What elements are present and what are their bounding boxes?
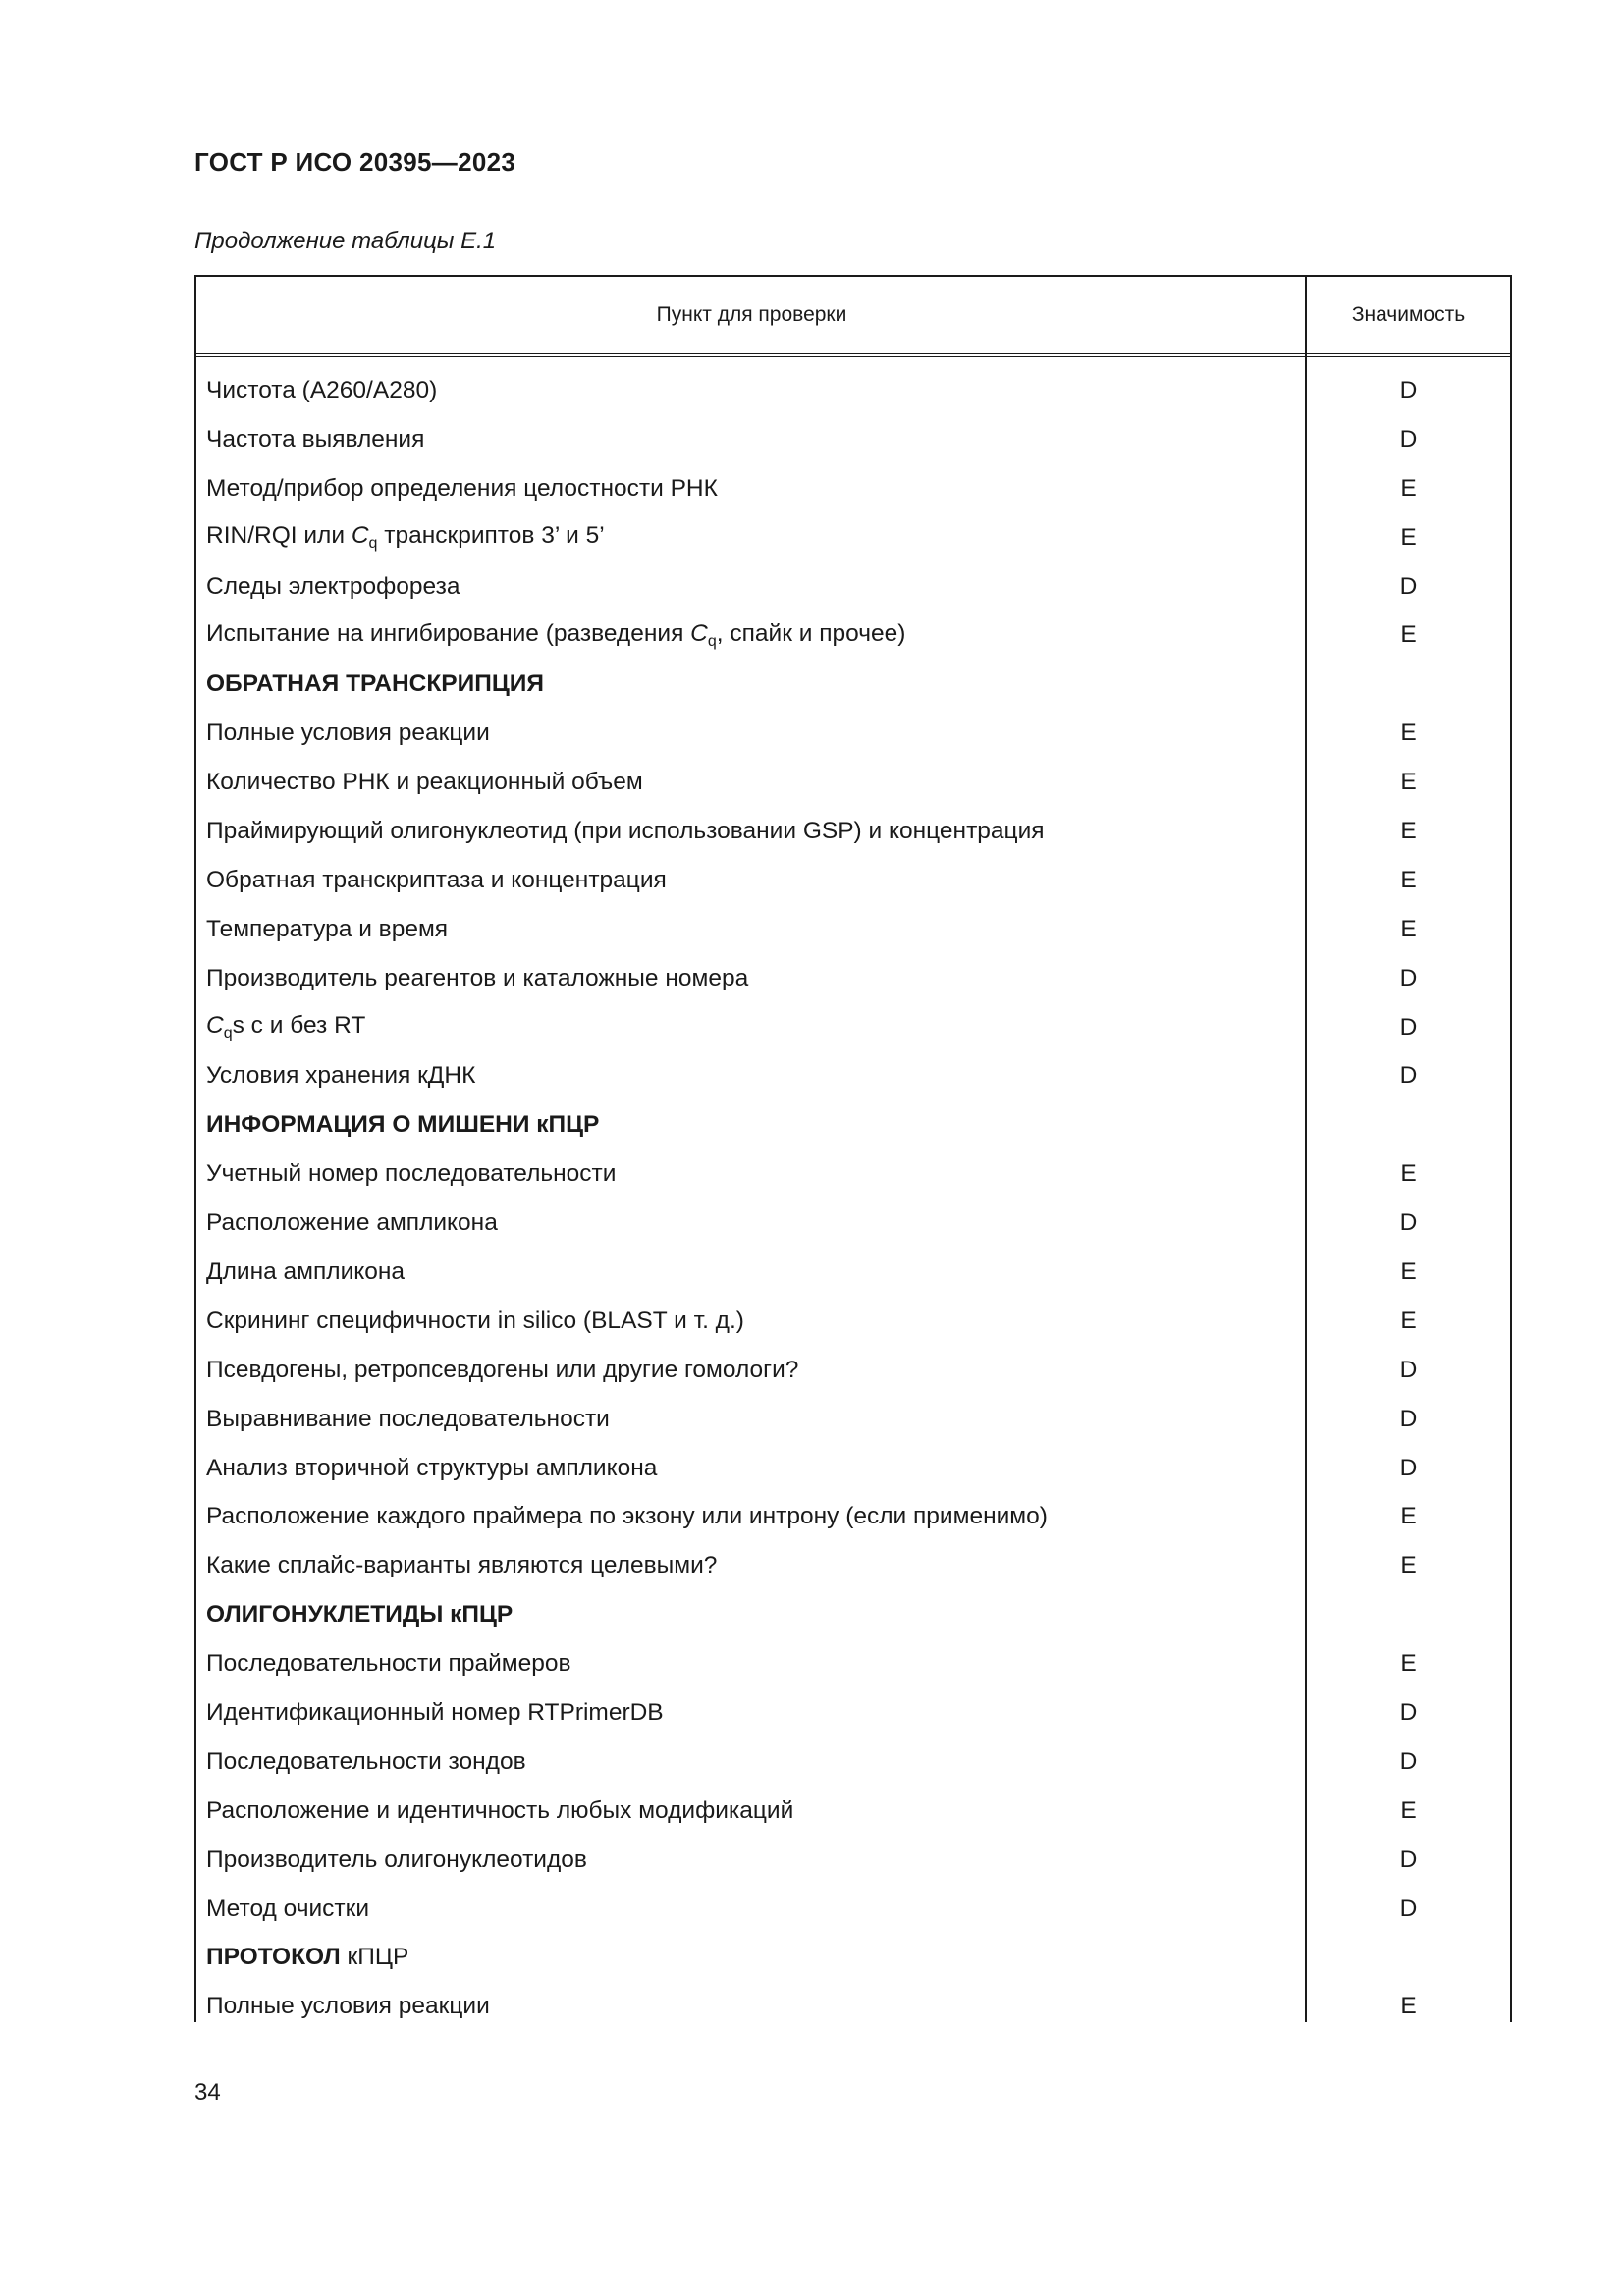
table-row — [196, 1934, 1510, 1983]
check-item-text-post: s с и без RT — [232, 1012, 366, 1040]
check-item-text-post: , спайк и прочее) — [716, 619, 906, 647]
header-significance: Значимость — [1351, 303, 1466, 326]
table-row — [196, 1297, 1510, 1346]
significance-cell: D — [1399, 964, 1418, 991]
check-item: Учетный номер последовательности — [206, 1160, 617, 1188]
table-row — [196, 1885, 1510, 1934]
table-row — [196, 1051, 1510, 1100]
header-item: Пункт для проверки — [656, 303, 847, 326]
table-row — [196, 562, 1510, 612]
table-row — [196, 464, 1510, 513]
significance-cell: D — [1399, 425, 1418, 453]
significance-cell: E — [1400, 1257, 1417, 1285]
check-item: Температура и время — [206, 915, 449, 942]
significance-cell: E — [1400, 621, 1417, 649]
table-row — [196, 366, 1510, 415]
section-heading-bold: ПРОТОКОЛ — [206, 1944, 341, 1971]
check-item — [196, 620, 1307, 651]
cq-subscript: q — [368, 535, 378, 553]
cq-symbol — [351, 522, 378, 553]
significance-cell: D — [1399, 1209, 1418, 1237]
significance-cell: D — [1399, 1062, 1418, 1090]
significance-cell: E — [1400, 769, 1417, 796]
cq-subscript: q — [223, 1025, 233, 1042]
significance-cell: E — [1400, 1650, 1417, 1678]
significance-cell: D — [1399, 1895, 1418, 1922]
table-header — [196, 277, 1510, 357]
check-item: Полные условия реакции — [206, 1993, 490, 2020]
table-row — [196, 1982, 1510, 2031]
table-row — [196, 905, 1510, 954]
table-row — [196, 1639, 1510, 1688]
check-item: Выравнивание последовательности — [206, 1405, 610, 1432]
cq-symbol — [690, 619, 717, 650]
check-item: Количество РНК и реакционный объем — [206, 769, 643, 796]
check-item — [196, 522, 1307, 553]
table-row — [196, 758, 1510, 807]
significance-cell: D — [1399, 1845, 1418, 1873]
table-row — [196, 1395, 1510, 1444]
check-item: Следы электрофореза — [206, 572, 460, 600]
cq-letter: C — [690, 619, 708, 647]
significance-cell: D — [1399, 572, 1418, 600]
check-item: Длина ампликона — [206, 1257, 406, 1285]
section-heading: ОЛИГОНУКЛЕТИДЫ кПЦР — [206, 1601, 514, 1629]
check-item: Расположение и идентичность любых модификаций — [206, 1796, 794, 1824]
check-item: Последовательности зондов — [206, 1747, 526, 1775]
table-row — [196, 954, 1510, 1003]
check-item-text-pre: Испытание на ингибирование (разведения — [206, 619, 691, 647]
table-row — [196, 1836, 1510, 1885]
table-row — [196, 807, 1510, 856]
check-item: Метод очистки — [206, 1895, 370, 1922]
check-item: Последовательности праймеров — [206, 1650, 571, 1678]
check-item: Полные условия реакции — [206, 720, 490, 747]
document-title: ГОСТ Р ИСО 20395—2023 — [194, 147, 516, 177]
significance-cell: E — [1400, 915, 1417, 942]
check-item: Идентификационный номер RTPrimerDB — [206, 1698, 664, 1726]
significance-cell: E — [1400, 1796, 1417, 1824]
significance-cell: E — [1400, 866, 1417, 893]
table-row — [196, 1541, 1510, 1590]
page-number: 34 — [194, 2079, 221, 2106]
significance-cell: E — [1400, 1552, 1417, 1579]
section-heading: ОБРАТНАЯ ТРАНСКРИПЦИЯ — [206, 670, 544, 698]
table-row — [196, 1492, 1510, 1541]
table-row — [196, 856, 1510, 905]
significance-cell: D — [1399, 1454, 1418, 1481]
significance-cell: D — [1399, 1405, 1418, 1432]
section-heading — [196, 1944, 1307, 1971]
check-item: Псевдогены, ретропсевдогены или другие гомологи? — [206, 1356, 799, 1383]
section-heading-rest: кПЦР — [340, 1944, 409, 1971]
check-item: Производитель реагентов и каталожные номера — [206, 964, 749, 991]
significance-cell: D — [1399, 1013, 1418, 1041]
table-row — [196, 513, 1510, 562]
table-row — [196, 611, 1510, 660]
check-item: Условия хранения кДНК — [206, 1062, 476, 1090]
significance-cell: E — [1400, 1993, 1417, 2020]
significance-cell: E — [1400, 523, 1417, 551]
check-item: Расположение каждого праймера по экзону или интрону (если применимо) — [206, 1503, 1048, 1530]
significance-cell: E — [1400, 1307, 1417, 1334]
table-row — [196, 1248, 1510, 1297]
check-item: Какие сплайс-варианты являются целевыми? — [206, 1552, 718, 1579]
table-row — [196, 1590, 1510, 1639]
table-row — [196, 1737, 1510, 1787]
check-item: Частота выявления — [206, 425, 425, 453]
table-body — [196, 357, 1510, 2031]
table-row — [196, 1199, 1510, 1248]
table-row — [196, 1149, 1510, 1199]
cq-symbol — [206, 1012, 233, 1042]
significance-cell: E — [1400, 1503, 1417, 1530]
check-item: Скрининг специфичности in silico (BLAST и т. д.) — [206, 1307, 744, 1334]
cq-letter: C — [206, 1012, 224, 1040]
table-row — [196, 1444, 1510, 1493]
table-row — [196, 415, 1510, 464]
table-row — [196, 660, 1510, 709]
check-item: Анализ вторичной структуры ампликона — [206, 1454, 658, 1481]
check-item: Расположение ампликона — [206, 1209, 498, 1237]
table-caption: Продолжение таблицы Е.1 — [194, 228, 497, 254]
significance-cell: D — [1399, 1356, 1418, 1383]
table-row — [196, 1688, 1510, 1737]
significance-cell: E — [1400, 720, 1417, 747]
check-item: Чистота (А260/А280) — [206, 376, 438, 403]
check-item-text-post: транскриптов 3’ и 5’ — [377, 522, 605, 550]
cq-subscript: q — [707, 632, 717, 650]
significance-cell: D — [1399, 376, 1418, 403]
table-row — [196, 1787, 1510, 1836]
significance-cell: E — [1400, 817, 1417, 844]
checklist-table — [194, 275, 1512, 2022]
significance-cell: E — [1400, 1160, 1417, 1188]
check-item: Обратная транскриптаза и концентрация — [206, 866, 667, 893]
significance-cell: E — [1400, 474, 1417, 502]
table-row — [196, 709, 1510, 758]
check-item: Праймирующий олигонуклеотид (при использовании GSP) и концентрация — [206, 817, 1045, 844]
section-heading: ИНФОРМАЦИЯ О МИШЕНИ кПЦР — [206, 1111, 600, 1139]
significance-cell: D — [1399, 1747, 1418, 1775]
significance-cell: D — [1399, 1698, 1418, 1726]
check-item: Производитель олигонуклеотидов — [206, 1845, 587, 1873]
cq-letter: C — [351, 522, 369, 550]
table-row — [196, 1100, 1510, 1149]
check-item: Метод/прибор определения целостности РНК — [206, 474, 718, 502]
table-row — [196, 1003, 1510, 1052]
check-item — [196, 1012, 1307, 1042]
table-row — [196, 1346, 1510, 1395]
check-item-text-pre: RIN/RQI или — [206, 522, 352, 550]
